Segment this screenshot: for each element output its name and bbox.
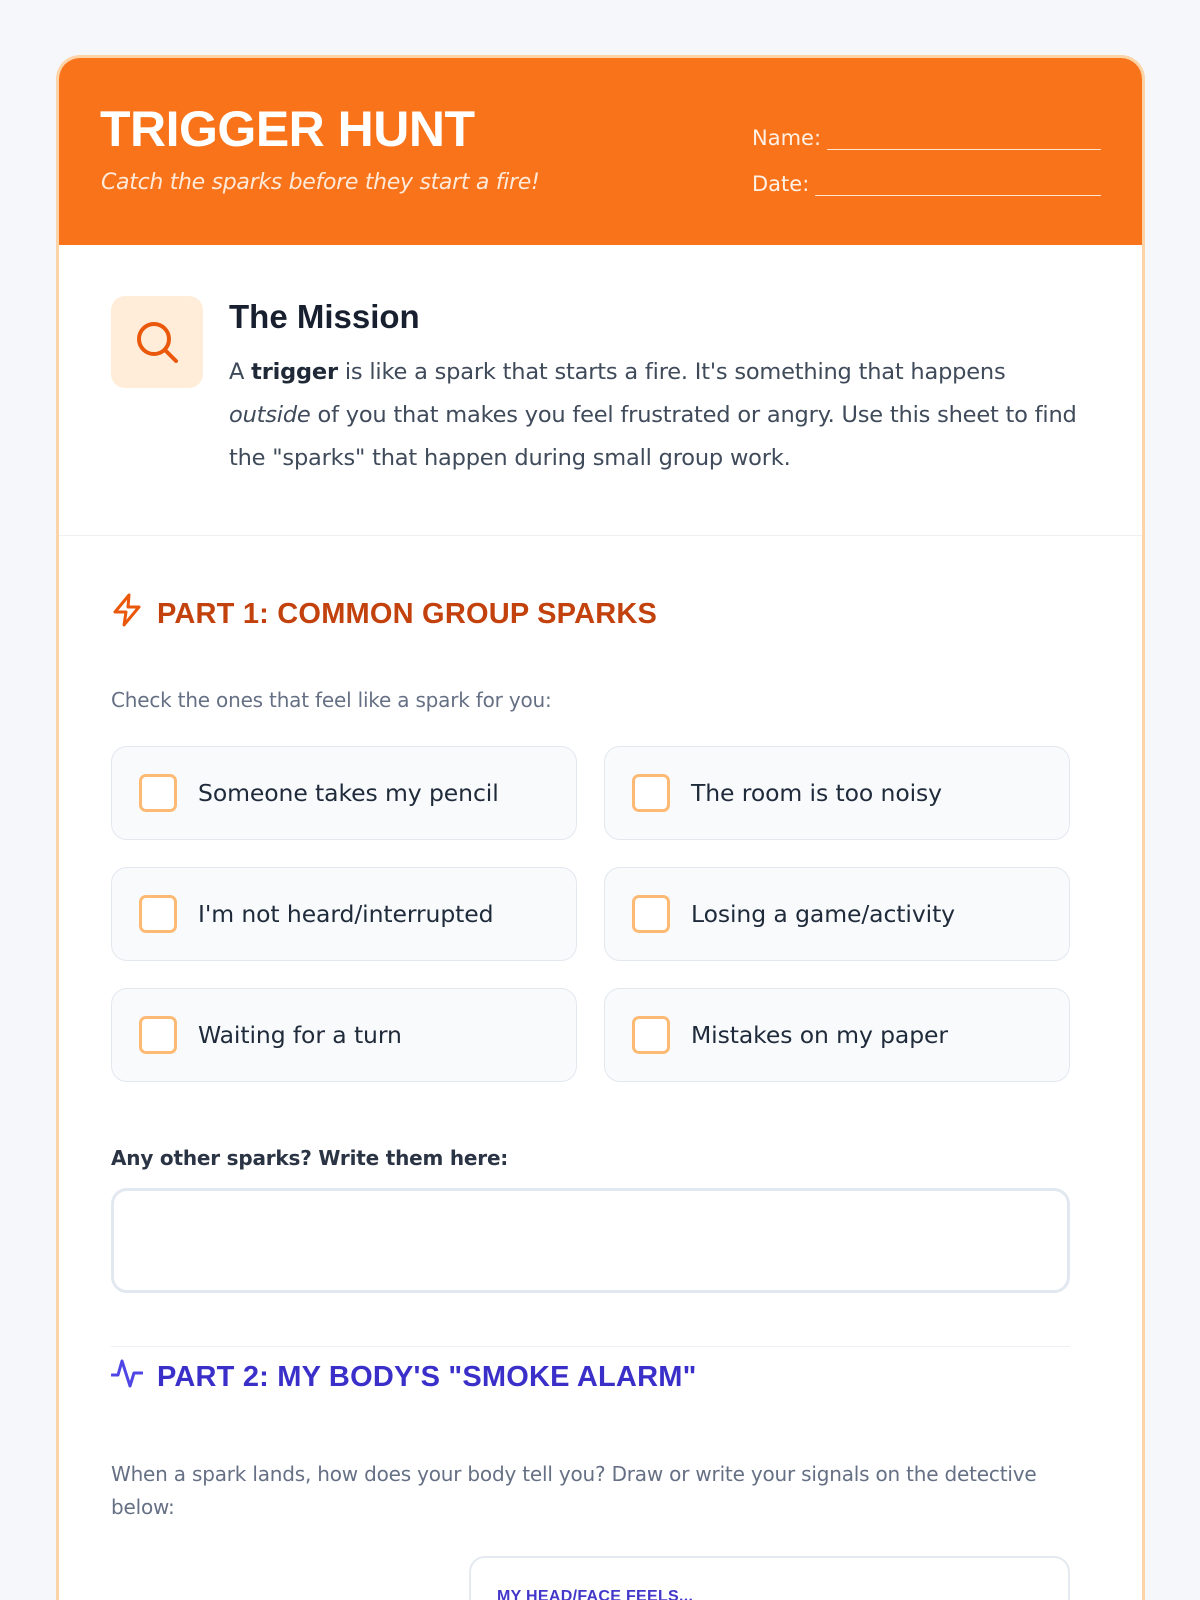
part2-heading [111,1356,697,1398]
part1-heading [111,593,657,635]
checkbox[interactable] [632,895,670,933]
part2-instruction: When a spark lands, how does your body tell you? Draw or write your signals on the detective below: [111,1462,1037,1519]
other-sparks-label: Any other sparks? Write them here: [111,1146,509,1170]
spark-option-label: Waiting for a turn [198,1021,402,1049]
checkbox[interactable] [139,895,177,933]
name-label: Name: [752,126,822,150]
name-line[interactable] [827,130,1101,150]
worksheet-tagline: Catch the sparks before they start a fire! [101,170,540,195]
mission-title: The Mission [229,298,420,335]
part1-title: PART 1: COMMON GROUP SPARKS [157,597,658,630]
pulse-icon [111,1356,143,1398]
checkbox[interactable] [632,774,670,812]
spark-option-label: I'm not heard/interrupted [198,900,494,928]
part1-instruction: Check the ones that feel like a spark for you: [111,688,552,712]
date-label: Date: [752,172,810,196]
spark-option[interactable] [111,988,577,1082]
date-line[interactable] [815,176,1101,196]
spark-option[interactable] [604,988,1070,1082]
worksheet [56,55,1145,1600]
spark-option-label: The room is too noisy [691,779,942,807]
checkbox[interactable] [632,1016,670,1054]
name-field[interactable] [752,126,1101,150]
head-face-label: MY HEAD/FACE FEELS... [497,1588,694,1600]
spark-options [111,746,1070,1082]
spark-option[interactable] [604,746,1070,840]
spark-option-label: Someone takes my pencil [198,779,499,807]
worksheet-header [59,58,1142,245]
mission-section [59,245,1142,536]
mission-text: A trigger is like a spark that starts a fire. It's something that happens outside of you that makes you feel frustrated or angry. Use this sheet to find the "sparks" that happen during small group work. [229,359,1077,471]
spark-option[interactable] [111,867,577,961]
spark-option[interactable] [604,867,1070,961]
spark-option-label: Losing a game/activity [691,900,955,928]
lightning-icon [111,593,143,635]
other-sparks-input[interactable] [111,1188,1070,1293]
date-field[interactable] [752,172,1101,196]
checkbox[interactable] [139,1016,177,1054]
part2-title: PART 2: MY BODY'S "SMOKE ALARM" [157,1360,697,1393]
search-icon [111,296,203,388]
section-divider [111,1346,1070,1347]
spark-option[interactable] [111,746,577,840]
checkbox[interactable] [139,774,177,812]
head-face-panel[interactable] [469,1556,1070,1600]
worksheet-title: TRIGGER HUNT [100,101,475,157]
spark-option-label: Mistakes on my paper [691,1021,948,1049]
